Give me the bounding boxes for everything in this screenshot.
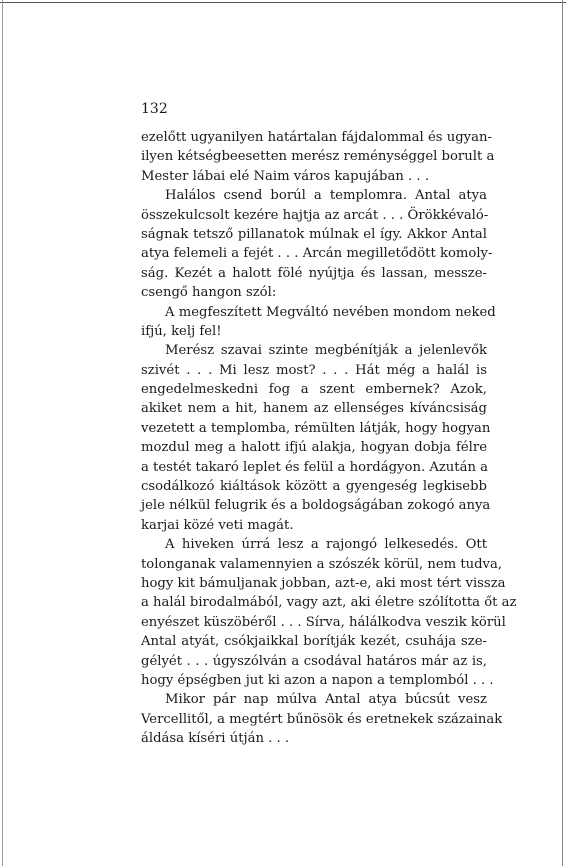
text-line: a testét takaró leplet és felül a hordágyon. Azután a — [141, 459, 488, 475]
page-number: 132 — [141, 101, 168, 117]
text-line: csengő hangon szól: — [141, 285, 277, 301]
text-line: ezelőtt ugyanilyen határtalan fájdalommal és ugyan- — [141, 130, 492, 145]
text-line: vezetett a templomba, rémülten látják, hogy hogyan — [141, 420, 491, 436]
scan-border-right — [562, 0, 563, 866]
text-line: ságnak tetsző pillanatok múlnak el így. Akkor Antal — [141, 226, 487, 242]
text-line: enyészet küszöbéről . . . Sírva, hálálkodva veszik körül — [141, 614, 506, 630]
text-line: atya felemeli a fejét . . . Arcán megilletődött komoly- — [141, 246, 493, 262]
text-line: tolonganak valamennyien a szószék körül, nem tudva, — [141, 556, 503, 572]
text-line: szivét . . . Mi lesz most? . . . Hát még a halál is — [141, 362, 487, 378]
text-line: gélyét . . . úgyszólván a csodával határos már az is, — [141, 653, 487, 669]
text-line: a halál birodalmából, vagy azt, aki életre szólította őt az — [141, 595, 517, 611]
text-line: összekulcsolt kezére hajtja az arcát . . . Örökkévaló- — [141, 207, 489, 223]
text-line: áldása kíséri útján . . . — [141, 731, 290, 747]
text-line: A megfeszített Megváltó nevében mondom neked — [165, 304, 496, 320]
text-line: Mikor pár nap múlva Antal atya búcsút vesz — [165, 692, 487, 708]
body-text — [141, 128, 517, 749]
text-line: ság. Kezét a halott fölé nyújtja és lassan, messze- — [141, 265, 487, 281]
text-line: akiket nem a hit, hanem az ellenséges kíváncsiság — [141, 401, 487, 417]
text-line: Merész szavai szinte megbénítják a jelenlevők — [165, 343, 487, 359]
text-line: hogy kit bámuljanak jobban, azt-e, aki most tért vissza — [141, 575, 506, 591]
text-line: karjai közé veti magát. — [141, 517, 294, 533]
text-line: Vercellitől, a megtért bűnösök és eretnekek százainak — [141, 711, 503, 727]
text-line: ifjú, kelj fel! — [141, 323, 222, 339]
text-line: Halálos csend borúl a templomra. Antal atya — [165, 188, 487, 204]
text-line: engedelmeskedni fog a szent embernek? Azok, — [141, 382, 487, 398]
text-line: jele nélkül felugrik és a boldogságában zokogó anya — [141, 498, 491, 514]
text-line: Mester lábai elé Naim város kapujában . . . — [141, 168, 430, 184]
text-line: ilyen kétségbeesetten merész reménységgel borult a — [141, 149, 495, 165]
text-line: hogy épségben jut ki azon a napon a templomból . . . — [141, 672, 494, 688]
text-line: mozdul meg a halott ifjú alakja, hogyan dobja félre — [141, 440, 487, 456]
scan-border-left — [2, 0, 3, 866]
text-line: A hiveken úrrá lesz a rajongó lelkesedés. Ott — [165, 537, 487, 553]
text-line: csodálkozó kiáltások között a gyengeség legkisebb — [141, 479, 487, 495]
text-line: Antal atyát, csókjaikkal borítják kezét, csuhája sze- — [141, 634, 487, 650]
scan-border-top — [0, 2, 566, 3]
